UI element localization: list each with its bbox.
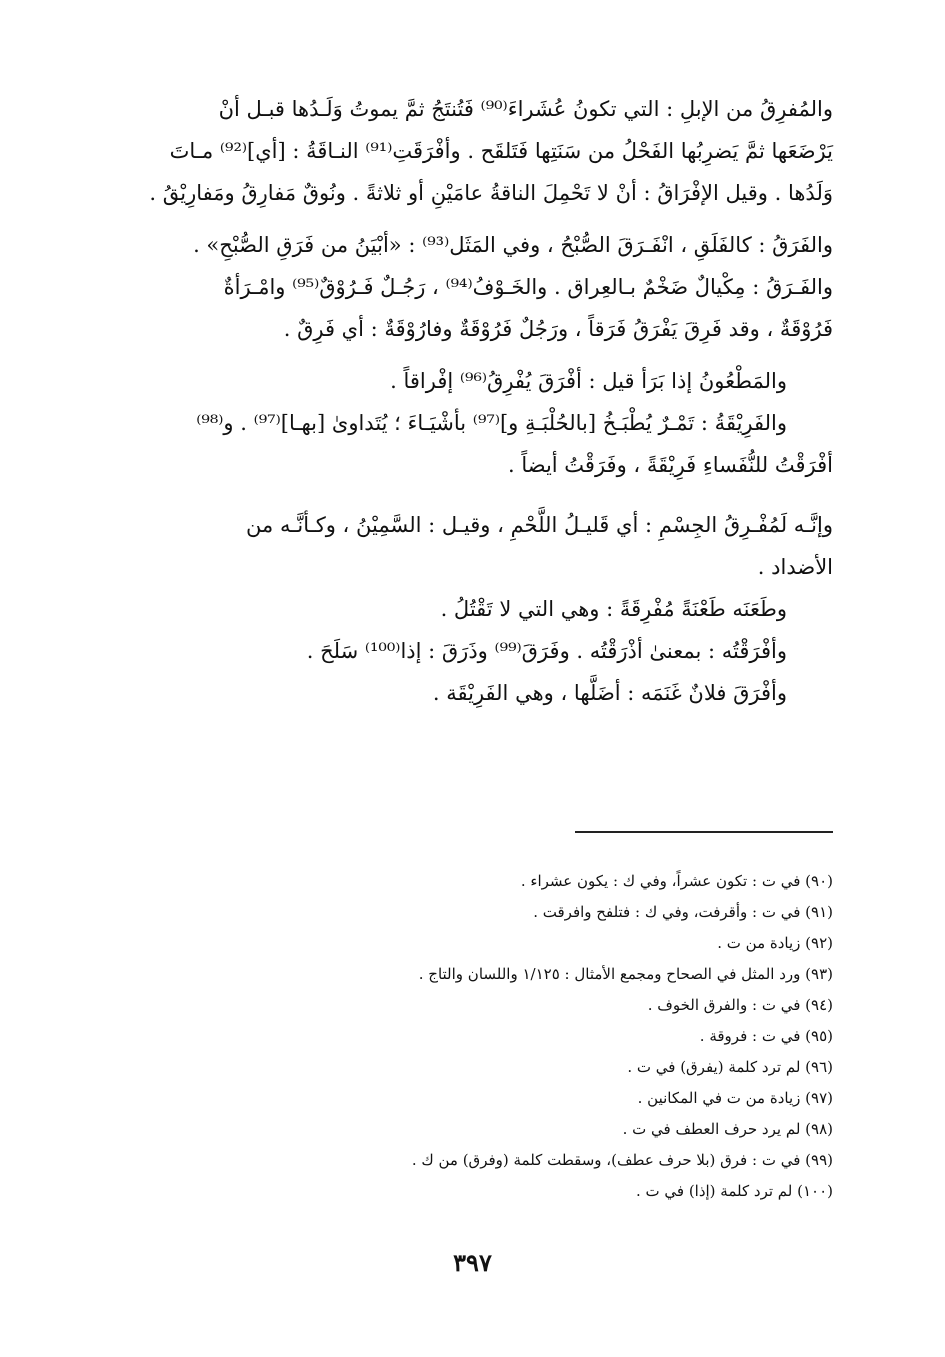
footnote-100: (١٠٠) لم ترد كلمة (إذا) في ت . [635,1182,833,1200]
text-line: الأضداد . [757,555,833,579]
paragraph-mufriq-camels [113,88,833,214]
paragraph-fariqa [113,402,833,486]
footnote-91: (٩١) في ت : وأقرفت، وفي ك : فتلفح وافرقت . [533,903,833,921]
footnote-96: (٩٦) لم ترد كلمة (يفرق) في ت . [627,1058,833,1076]
text-line: والمُفرِقُ من الإبلِ : التي تكونُ عُشَراءَ⁽⁹⁰⁾ فَتُنتَجُ ثمَّ يموتُ وَلَـدُها قبـل أنْ [218,97,833,121]
footnote-99: (٩٩) في ت : فرق (بلا حرف عطف)، وسقطت كلمة (وفرق) من ك . [411,1151,833,1169]
text-line: أفْرَقْتُ للنُّفَساءِ فَرِيْقَةً ، وفَرَقْتُ أيضاً . [507,453,833,477]
footnote-93: (٩٣) ورد المثل في الصحاح ومجمع الأمثال : ١/١٢٥ واللسان والتاج . [418,965,833,983]
footnote-95: (٩٥) في ت : فروقة . [699,1027,833,1045]
text-line: وإنَّـه لَمُفْـرِقُ الجِسْمِ : أي قَليـلُ اللَّحْمِ ، وقيـل : السَّمِيْنُ ، وكـأنَّـه من [246,513,833,537]
page-number: ٣٩٧ [453,1248,492,1277]
text-line: وأفْرَقَ فلانٌ غَنَمَه : أضَلَّها ، وهي الفَرِيْقَة . [432,681,787,705]
text-line: وطَعَنَه طَعْنَةً مُفْرِقَةً : وهي التي لا تَقْتُلُ . [440,597,787,621]
text-line: يَرْضَعَها ثمَّ يَضرِبُها الفَحْلُ من سَنَتِها فَتَلقَح . وأفْرَقَتِ⁽⁹¹⁾ النـاقَةُ : [أي]⁽⁹²⁾ مـاتَ [169,139,833,163]
paragraph-matun [113,360,833,402]
paragraph-taana [113,588,833,714]
footnote-97: (٩٧) زيادة من ت في المكانين . [637,1089,833,1107]
text-line: وأفْرَقْتُه : بمعنىٰ أذْرَقْتُه . وفَرَقَ⁽⁹⁹⁾ وذَرَقَ : إذا⁽¹⁰⁰⁾ سَلَحَ . [306,639,787,663]
footnote-divider [575,831,833,833]
text-line: والفَـرَقُ : مِكْيالٌ ضَخْمٌ بـالعِراق . والخَـوْفُ⁽⁹⁴⁾ ، رَجُـلٌ فَـرُوْقٌ⁽⁹⁵⁾ وامْـرَأةٌ [223,275,833,299]
text-line: وَلَدُها . وقيل الإفْرَاقُ : أنْ لا تَحْمِلَ الناقةُ عامَيْنِ أو ثلاثةً . ونُوقٌ مَفارِقُ ومَفارِيْقُ . [149,181,833,205]
footnote-98: (٩٨) لم يرد حرف العطف في ت . [622,1120,833,1138]
footnote-94: (٩٤) في ت : والفرق الخوف . [647,996,833,1014]
text-line: والمَطْعُونُ إذا بَرَأ قيل : أفْرَقَ يُفْرِقُ⁽⁹⁶⁾ إفْراقاً . [390,369,787,393]
text-line: فَرُوْقَةٌ ، وقد فَرِقَ يَفْرَقُ فَرَقاً ، ورَجُلٌ فَرُوْقَةٌ وفارُوْقَةٌ : أي فَرِقٌ . [283,317,833,341]
footnote-92: (٩٢) زيادة من ت . [717,934,833,952]
text-line: والفَرِيْقَةُ : تَمْـرٌ يُطْبَـخُ [بالحُلْبَـةِ و]⁽⁹⁷⁾ بأشْيَـاءَ ؛ يُتَداوىٰ [بهـا]⁽⁹⁷⁾ . و⁽⁹⁸⁾ [196,411,787,435]
footnote-90: (٩٠) في ت : تكون عشراً، وفي ك : يكون عشراء . [520,872,833,890]
paragraph-faraq [113,224,833,350]
paragraph-mufriq-jism [113,504,833,588]
text-line: والفَرَقُ : كالفَلَقِ ، انْفَـرَقَ الصُّبْحُ ، وفي المَثَل⁽⁹³⁾ : «أبْيَنُ من فَرَقِ الصُّبْحِ» . [193,233,833,257]
main-text [113,88,833,714]
footnotes-list [233,866,833,1207]
